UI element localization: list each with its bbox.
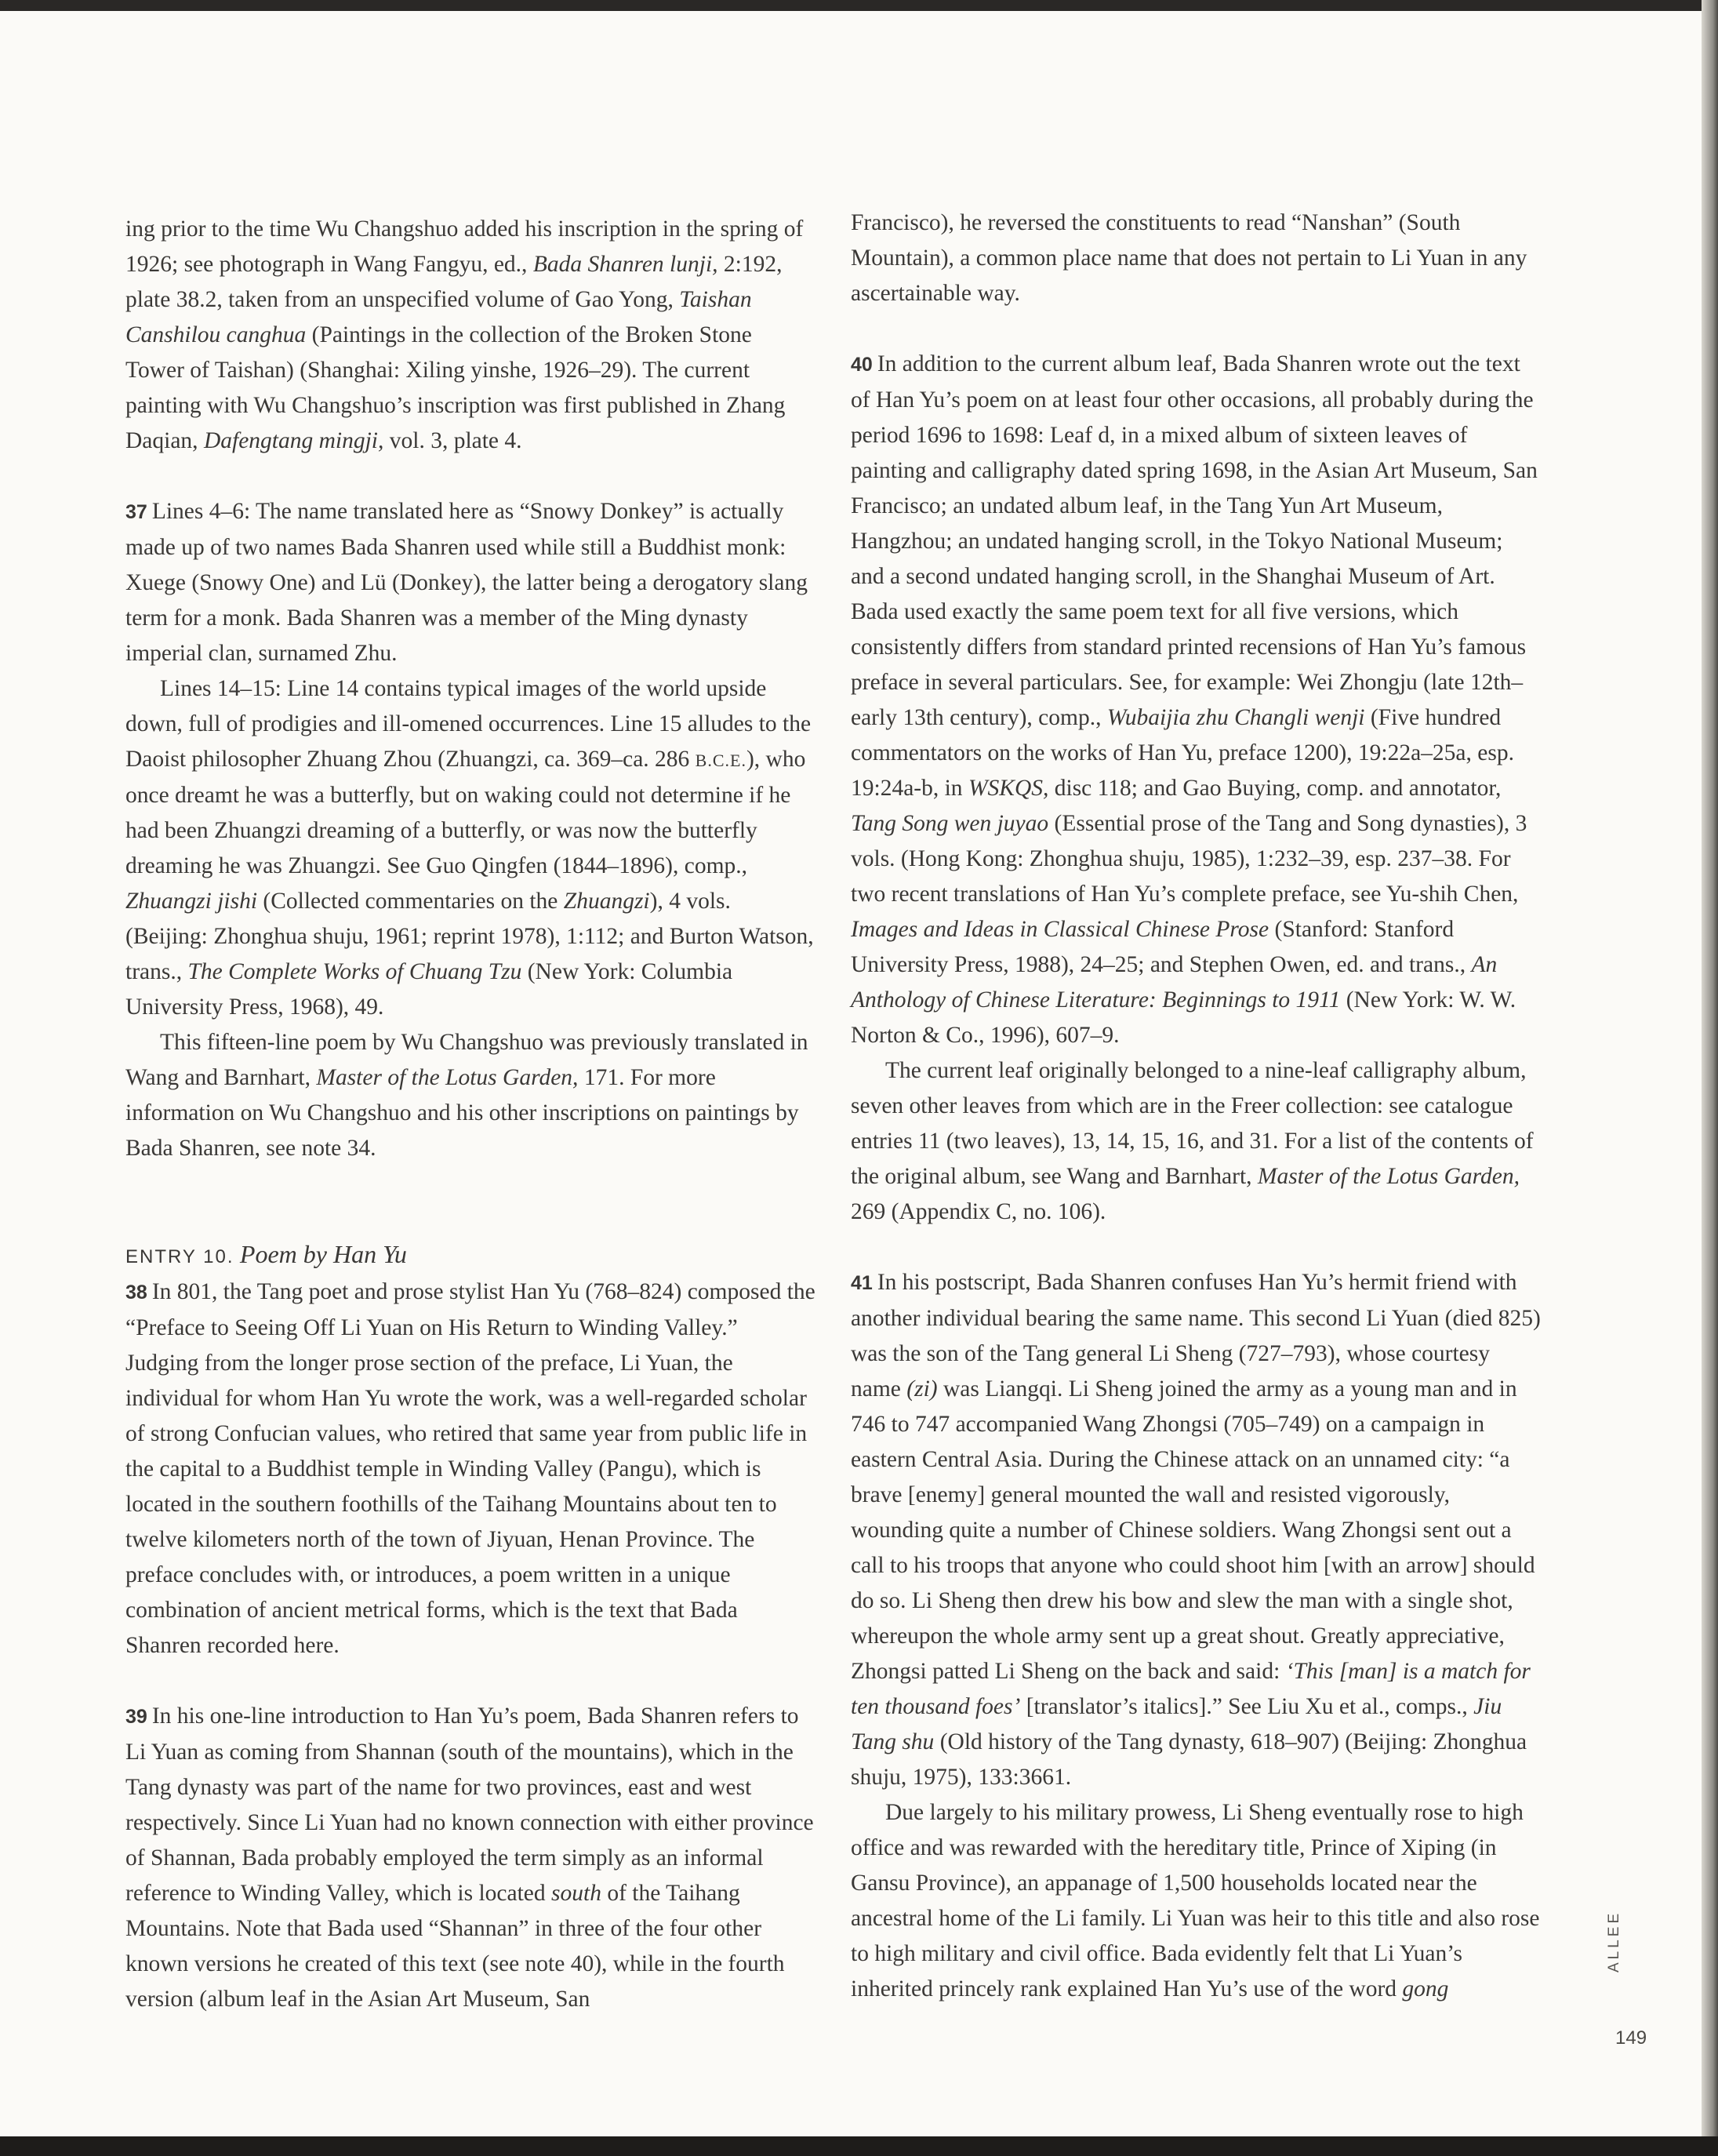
entry-heading — [125, 1237, 815, 1274]
running-head: ALLEE — [1606, 1910, 1622, 1972]
entry-label: ENTRY 10. — [125, 1246, 234, 1267]
left-column — [125, 212, 815, 2017]
note-40-para-2: The current leaf originally belonged to a nine-leaf calligraphy album, seven other leaves from which are in the Freer collection: see catalogue entries 11 (two leaves), 13, 14, 15, 16, and 31. For a list of the contents of the original album, see Wang and Barnhart, Master of the Lotus Garden, 269 (Appendix C, no. 106). — [851, 1058, 1534, 1224]
right-column — [851, 205, 1541, 2007]
note-37: 37 Lines 4–6: The name translated here as “Snowy Donkey” is actually made up of two names Bada Shanren used while still a Buddhist monk: Xuege (Snowy One) and Lü (Donkey), the latter being a derogatory slang term for a monk. Bada Shanren was a member of the Ming dynasty imperial clan, surnamed Zhu. — [125, 499, 808, 666]
note-41: 41 In his postscript, Bada Shanren confuses Han Yu’s hermit friend with another individual bearing the same name. This second Li Yuan (died 825) was the son of the Tang general Li Sheng (727–793), whose courtesy name (zi) was Liangqi. Li Sheng joined the army as a young man and in 746 to 747 accompanied Wang Zhongsi (705–749) on a campaign in eastern Central Asia. During the Chinese attack on an unnamed city: “a brave [enemy] general mounted the wall and resisted vigorously, wounding quite a number of Chinese soldiers. Wang Zhongsi sent out a call to his troops that anyone who could shoot him [with an arrow] should do so. Li Sheng then drew his bow and slew the man with a single shot, whereupon the whole army sent up a great shout. Greatly appreciative, Zhongsi patted Li Sheng on the back and said: ‘This [man] is a match for ten thousand foes’ [translator’s italics].” See Liu Xu et al., comps., Jiu Tang shu (Old history of the Tang dynasty, 618–907) (Beijing: Zhonghua shuju, 1975), 133:3661. — [851, 1270, 1541, 1790]
note-number: 37 — [125, 501, 147, 523]
note-continuation: ing prior to the time Wu Changshuo added his inscription in the spring of 1926; see photograph in Wang Fangyu, ed., Bada Shanren lunji, 2:192, plate 38.2, taken from an unspecified volume of Gao Yong, Taishan Canshilou canghua (Paintings in the collection of the Broken Stone Tower of Taishan) (Shanghai: Xiling yinshe, 1926–29). The current painting with Wu Changshuo’s inscription was first published in Zhang Daqian, Dafengtang mingji, vol. 3, plate 4. — [125, 216, 804, 453]
note-39-continuation: Francisco), he reversed the constituents to read “Nanshan” (South Mountain), a common place name that does not pertain to Li Yuan in any ascertainable way. — [851, 210, 1527, 306]
note-37-para-2: Lines 14–15: Line 14 contains typical images of the world upside down, full of prodigies and ill-omened occurrences. Line 15 alludes to the Daoist philosopher Zhuang Zhou (Zhuangzi, ca. 369–ca. 286 B.C.E.), who once dreamt he was a butterfly, but on waking could not determine if he had been Zhuangzi dreaming of a butterfly, or was now the butterfly dreaming he was Zhuangzi. See Guo Qingfen (1844–1896), comp., Zhuangzi jishi (Collected commentaries on the Zhuangzi), 4 vols. (Beijing: Zhonghua shuju, 1961; reprint 1978), 1:112; and Burton Watson, trans., The Complete Works of Chuang Tzu (New York: Columbia University Press, 1968), 49. — [125, 676, 814, 1020]
note-number: 41 — [851, 1272, 873, 1294]
scan-bottom-edge — [0, 2136, 1718, 2156]
scan-top-edge — [0, 0, 1718, 11]
note-37-para-3: This fifteen-line poem by Wu Changshuo was previously translated in Wang and Barnhart, Master of the Lotus Garden, 171. For more information on Wu Changshuo and his other inscriptions on paintings by Bada Shanren, see note 34. — [125, 1030, 808, 1161]
entry-title: Poem by Han Yu — [239, 1240, 407, 1268]
note-40: 40 In addition to the current album leaf, Bada Shanren wrote out the text of Han Yu’s poem on at least four other occasions, all probably during the period 1696 to 1698: Leaf d, in a mixed album of sixteen leaves of painting and calligraphy dated spring 1698, in the Asian Art Museum, San Francisco; an undated album leaf, in the Tang Yun Art Museum, Hangzhou; an undated hanging scroll, in the Tokyo National Museum; and a second undated hanging scroll, in the Shanghai Museum of Art. Bada used exactly the same poem text for all five versions, which consistently differs from standard printed recensions of Han Yu’s famous preface in several particulars. See, for example: Wei Zhongju (late 12th–early 13th century), comp., Wubaijia zhu Changli wenji (Five hundred commentators on the works of Han Yu, preface 1200), 19:22a–25a, esp. 19:24a-b, in WSKQS, disc 118; and Gao Buying, comp. and annotator, Tang Song wen juyao (Essential prose of the Tang and Song dynasties), 3 vols. (Hong Kong: Zhonghua shuju, 1985), 1:232–39, esp. 237–38. For two recent translations of Han Yu’s complete preface, see Yu-shih Chen, Images and Ideas in Classical Chinese Prose (Stanford: Stanford University Press, 1988), 24–25; and Stephen Owen, ed. and trans., An Anthology of Chinese Literature: Beginnings to 1911 (New York: W. W. Norton & Co., 1996), 607–9. — [851, 351, 1538, 1048]
note-39: 39 In his one-line introduction to Han Yu’s poem, Bada Shanren refers to Li Yuan as coming from Shannan (south of the mountains), which in the Tang dynasty was part of the name for two provinces, east and west respectively. Since Li Yuan had no known connection with either province of Shannan, Bada probably employed the term simply as an informal reference to Winding Valley, which is located south of the Taihang Mountains. Note that Bada used “Shannan” in three of the four other known versions he created of this text (see note 40), while in the fourth version (album leaf in the Asian Art Museum, San — [125, 1703, 814, 2012]
note-number: 40 — [851, 354, 873, 376]
page-gutter-edge — [1702, 0, 1718, 2156]
note-number: 39 — [125, 1706, 147, 1728]
note-38: 38 In 801, the Tang poet and prose stylist Han Yu (768–824) composed the “Preface to Seeing Off Li Yuan on His Return to Winding Valley.” Judging from the longer prose section of the preface, Li Yuan, the individual for whom Han Yu wrote the work, was a well-regarded scholar of strong Confucian values, who retired that same year from public life in the capital to a Buddhist temple in Winding Valley (Pangu), which is located in the southern foothills of the Taihang Mountains about ten to twelve kilometers north of the town of Jiyuan, Henan Province. The preface concludes with, or introduces, a poem written in a unique combination of ancient metrical forms, which is the text that Bada Shanren recorded here. — [125, 1279, 815, 1658]
note-41-para-2: Due largely to his military prowess, Li Sheng eventually rose to high office and was rewarded with the hereditary title, Prince of Xiping (in Gansu Province), an appanage of 1,500 households located near the ancestral home of the Li family. Li Yuan was heir to this title and also rose to high military and civil office. Bada evidently felt that Li Yuan’s inherited princely rank explained Han Yu’s use of the word gong — [851, 1800, 1540, 2001]
page-number: 149 — [1615, 2027, 1647, 2049]
note-number: 38 — [125, 1282, 147, 1303]
